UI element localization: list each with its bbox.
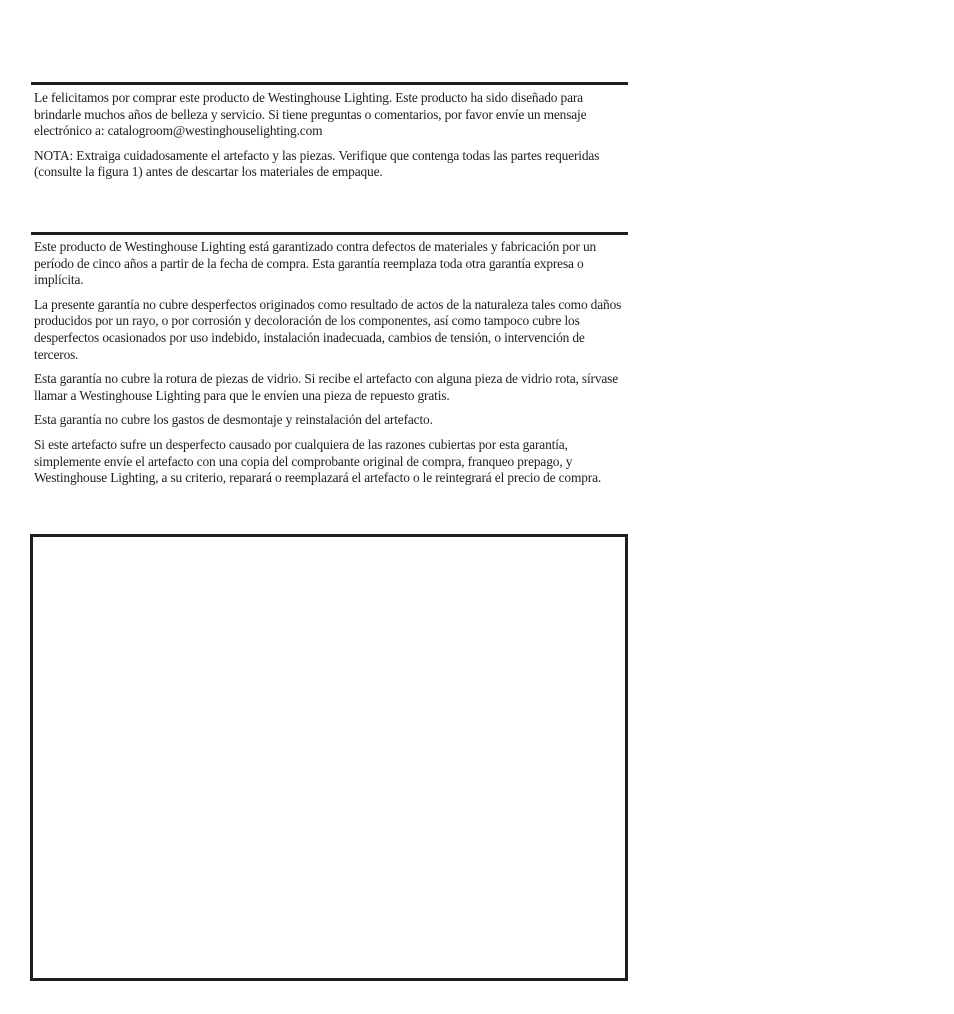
warranty-paragraph-return: Si este artefacto sufre un desperfecto causado por cualquiera de las razones cubiertas por esta garantía, simplemente envíe el artefacto con una copia del comprobante original de compra, franqueo prepago, y Westinghouse Lighting, a su criterio, reparará o reemplazará el artefacto o le reintegrará el precio de compra. (34, 436, 602, 486)
warranty-paragraph-exclusions: La presente garantía no cubre desperfectos originados como resultado de actos de la naturaleza tales como daños producidos por un rayo, o por corrosión y decoloración de los componentes, así como tampoco cubre los desperfectos ocasionados por uso indebido, instalación inadecuada, cambios de tensión, o intervención de terceros. (34, 296, 622, 362)
warranty-paragraph-coverage: Este producto de Westinghouse Lighting está garantizado contra defectos de materiales y fabricación por un período de cinco años a partir de la fecha de compra. Esta garantía reemplaza toda otra garantía expresa o implícita. (34, 239, 597, 288)
note-paragraph (34, 148, 628, 181)
congratulations-paragraph: Le felicitamos por comprar este producto de Westinghouse Lighting. Este producto ha sido diseñado para brindarle muchos años de belleza y servicio. Si tiene preguntas o comentarios, por favor envíe un mensaje electrónico a: catalogroom@westinghouselighting.com (34, 90, 587, 139)
warranty-top-rule (31, 232, 628, 235)
warranty-section (34, 239, 628, 495)
figure-frame (30, 534, 628, 981)
warranty-paragraph-glass: Esta garantía no cubre la rotura de piezas de vidrio. Si recibe el artefacto con alguna pieza de vidrio rota, sírvase llamar a Westinghouse Lighting para que le envíen una pieza de repuesto gratis. (34, 371, 619, 403)
warranty-paragraph-removal: Esta garantía no cubre los gastos de desmontaje y reinstalación del artefacto. (34, 412, 433, 428)
intro-top-rule (31, 82, 628, 85)
note-label: NOTA: (34, 147, 74, 163)
note-text: Extraiga cuidadosamente el artefacto y las piezas. Verifique que contenga todas las partes requeridas (consulte la figura 1) antes de descartar los materiales de empaque. (34, 147, 600, 180)
intro-section (34, 90, 628, 189)
